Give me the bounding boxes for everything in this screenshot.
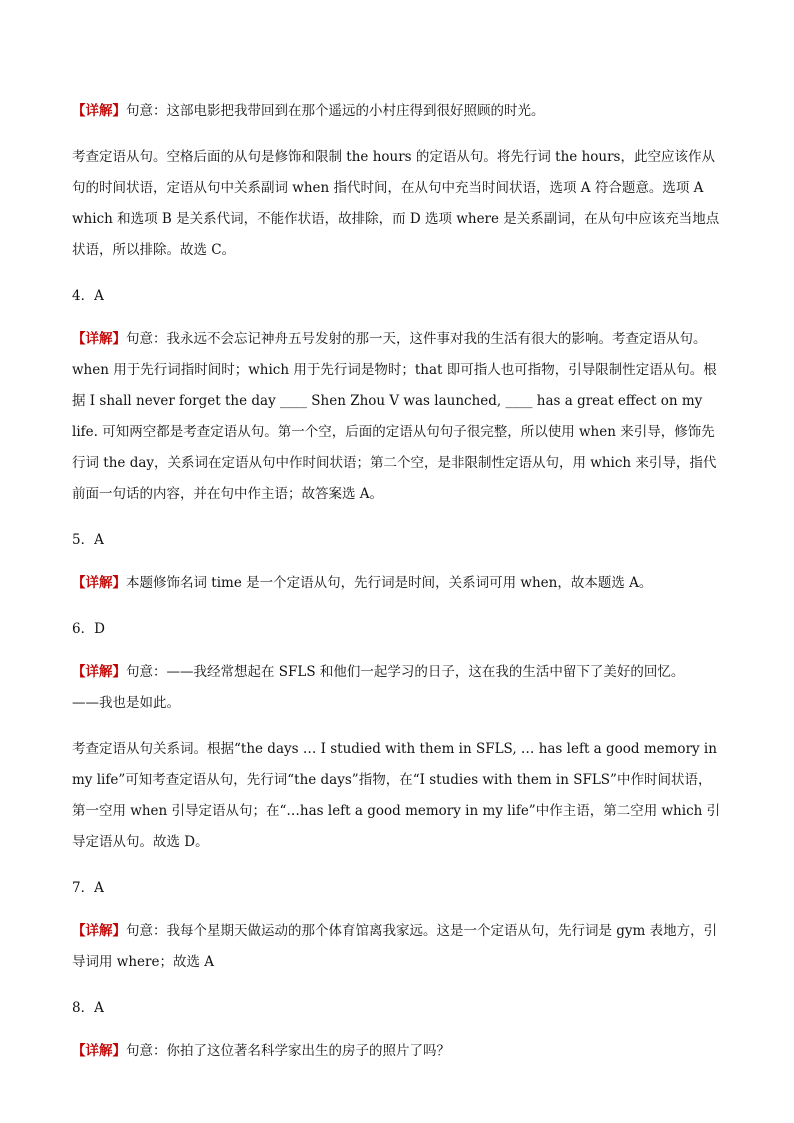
answer-6: 6．D <box>72 621 105 637</box>
detail-tag: 【详解】 <box>72 923 126 939</box>
explanation-6 <box>72 657 724 688</box>
explanation-text: 本题修饰名词 time 是一个定语从句，先行词是时间，关系词可用 when，故本题选 A。 <box>126 575 653 591</box>
explanation-4 <box>72 324 724 510</box>
answer-5: 5．A <box>72 532 104 548</box>
detail-tag: 【详解】 <box>72 331 126 347</box>
detail-tag: 【详解】 <box>72 103 126 119</box>
explanation-text: 句意：我永远不会忘记神舟五号发射的那一天，这件事对我的生活有很大的影响。考查定语从句。when 用于先行词指时间时；which 用于先行词是物时；that 即可指人也可指物，引导限制性定语从句。根据 I shall never forget the day ____ Shen Zhou V was launched, ____ has a great effect on my life. 可知两空都是考查定语从句。第一个空，后面的定语从句句子很完整，所以使用 when 来引导，修饰先行词 the day，关系词在定语从句中作时间状语；第二个空，是非限制性定语从句，用 which 来引导，指代前面一句话的内容，并在句中作主语；故答案选 A。 <box>72 331 717 502</box>
detail-tag: 【详解】 <box>72 575 126 591</box>
explanation-paragraph: ——我也是如此。 <box>72 695 180 711</box>
detail-tag: 【详解】 <box>72 1043 126 1059</box>
answer-7: 7．A <box>72 880 104 896</box>
explanation-8 <box>72 1036 724 1067</box>
explanation-5 <box>72 568 724 599</box>
explanation-text: 句意：——我经常想起在 SFLS 和他们一起学习的日子，这在我的生活中留下了美好的回忆。 <box>126 664 685 680</box>
explanation-3 <box>72 96 724 127</box>
explanation-text: 句意：这部电影把我带回到在那个遥远的小村庄得到很好照顾的时光。 <box>126 103 545 119</box>
explanation-7 <box>72 916 724 978</box>
explanation-paragraph: 考查定语从句。空格后面的从句是修饰和限制 the hours 的定语从句。将先行词 the hours，此空应该作从句的时间状语，定语从句中关系副词 when 指代时间，在从句中充当时间状语，选项 A 符合题意。选项 A which 和选项 B 是关系代词，不能作状语，故排除，而 D 选项 where 是关系副词，在从句中应该充当地点状语，所以排除。故选 C。 <box>72 149 720 258</box>
answer-8: 8．A <box>72 1000 104 1016</box>
explanation-paragraph: 考查定语从句关系词。根据“the days … I studied with them in SFLS, … has left a good memory in my life”可知考查定语从句，先行词“the days”指物，在“I studies with them in SFLS”中作时间状语，第一空用 when 引导定语从句；在“…has left a good memory in my life”中作主语，第二空用 which 引导定语从句。故选 D。 <box>72 741 721 850</box>
detail-tag: 【详解】 <box>72 664 126 680</box>
explanation-text: 句意：你拍了这位著名科学家出生的房子的照片了吗？ <box>126 1043 450 1059</box>
explanation-text: 句意：我每个星期天做运动的那个体育馆离我家远。这是一个定语从句，先行词是 gym 表地方，引导词用 where；故选 A <box>72 923 718 970</box>
document-page <box>72 96 724 1067</box>
answer-4: 4．A <box>72 288 104 304</box>
